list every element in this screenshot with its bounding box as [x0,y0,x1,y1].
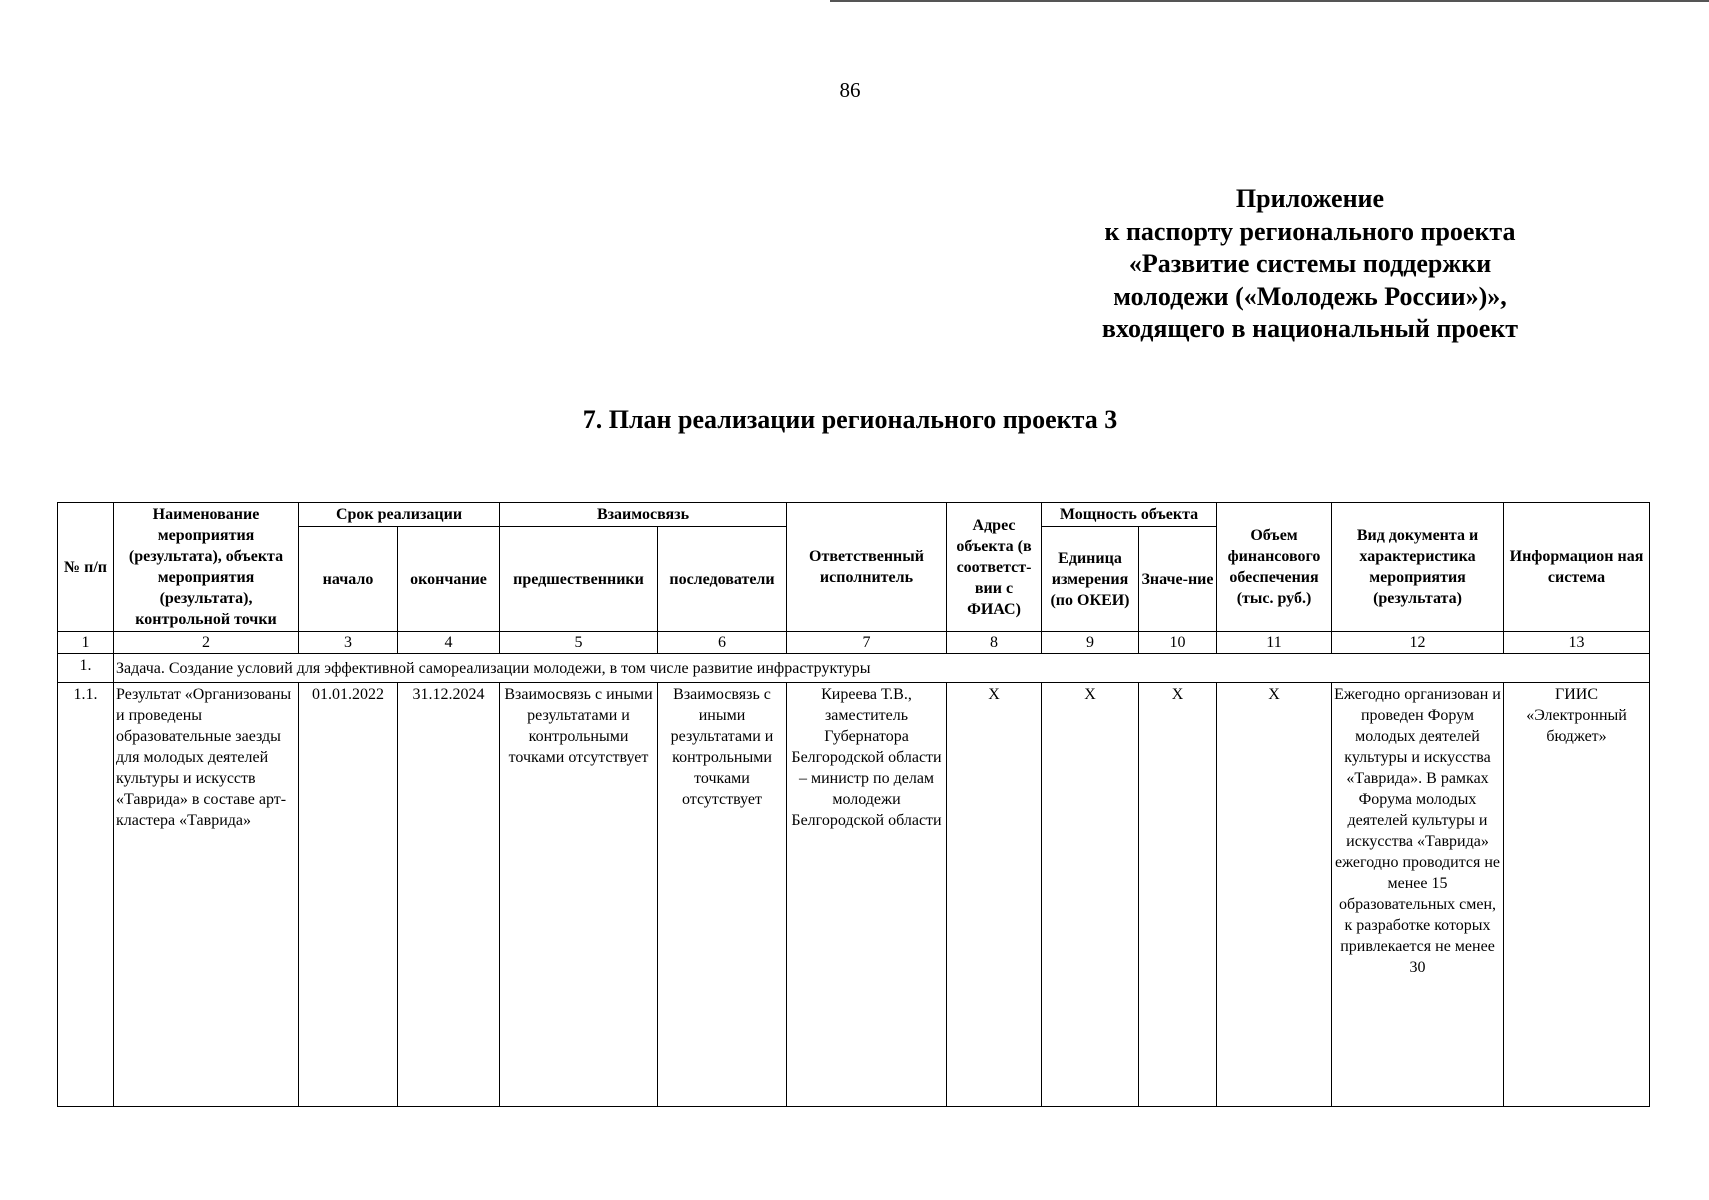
task-row [58,654,1650,683]
row-doc-type: Ежегодно организован и проведен Форум молодых деятелей культуры и искусства «Таврида». В рамках Форума молодых деятелей культуры и искусства «Таврида» ежегодно проводится не менее 15 образовательных смен, к разработке которых привлекается не менее 30 [1332,683,1504,1107]
task-text: Задача. Создание условий для эффективной самореализации молодежи, в том числе развитие инфраструктуры [114,654,1650,683]
row-responsible: Киреева Т.В., заместитель Губернатора Белгородской области – министр по делам молодежи Белгородской области [787,683,947,1107]
appendix-line-5: входящего в национальный проект [1101,314,1519,343]
header-doc-type: Вид документа и характеристика мероприятия (результата) [1332,503,1504,632]
header-predecessors: предшественники [500,527,658,632]
section-title: 7. План реализации регионального проекта 3 [582,405,1118,434]
top-edge-rule [830,0,1709,2]
header-period: Срок реализации [299,503,500,527]
col-number-cell: 13 [1504,632,1650,654]
appendix-header [1090,183,1530,346]
col-number-cell: 11 [1217,632,1332,654]
header-unit: Единица измерения (по ОКЕИ) [1042,527,1139,632]
col-number-cell: 6 [658,632,787,654]
row-successors: Взаимосвязь с иными результатами и контрольными точками отсутствует [658,683,787,1107]
header-links: Взаимосвязь [500,503,787,527]
header-successors: последователи [658,527,787,632]
col-number-cell: 3 [299,632,398,654]
header-funding: Объем финансового обеспечения (тыс. руб.) [1217,503,1332,632]
row-name: Результат «Организованы и проведены образовательные заезды для молодых деятелей культуры и искусств «Таврида» в составе арт-кластера «Таврида» [114,683,299,1107]
col-number-cell: 9 [1042,632,1139,654]
appendix-line-3: «Развитие системы поддержки [1128,249,1492,278]
header-capacity: Мощность объекта [1042,503,1217,527]
header-row-1 [58,503,1650,527]
col-number-cell: 7 [787,632,947,654]
col-number-cell: 8 [947,632,1042,654]
header-responsible: Ответственный исполнитель [787,503,947,632]
col-number-cell: 2 [114,632,299,654]
row-predecessors: Взаимосвязь с иными результатами и контрольными точками отсутствует [500,683,658,1107]
table-row [58,683,1650,1107]
header-num: № п/п [58,503,114,632]
row-unit: Х [1042,683,1139,1107]
row-start-date: 01.01.2022 [299,683,398,1107]
implementation-plan-table [57,502,1650,1107]
row-address: Х [947,683,1042,1107]
row-end-date: 31.12.2024 [398,683,500,1107]
col-number-cell: 10 [1139,632,1217,654]
task-number: 1. [58,654,114,683]
col-number-cell: 1 [58,632,114,654]
col-number-cell: 5 [500,632,658,654]
col-number-cell: 12 [1332,632,1504,654]
page-number: 86 [839,78,861,102]
header-address: Адрес объекта (в соответст-вии с ФИАС) [947,503,1042,632]
header-value: Значе-ние [1139,527,1217,632]
row-funding: Х [1217,683,1332,1107]
header-name: Наименование мероприятия (результата), объекта мероприятия (результата), контрольной точки [114,503,299,632]
appendix-line-4: молодежи («Молодежь России»)», [1113,281,1507,311]
appendix-line-1: Приложение [1235,184,1385,213]
header-end: окончание [398,527,500,632]
row-value: Х [1139,683,1217,1107]
col-number-cell: 4 [398,632,500,654]
column-number-row [58,632,1650,654]
header-start: начало [299,527,398,632]
row-number: 1.1. [58,683,114,1107]
header-info-system: Информацион ная система [1504,503,1650,632]
appendix-line-2: к паспорту регионального проекта [1104,216,1516,246]
row-info-system: ГИИС «Электронный бюджет» [1504,683,1650,1107]
